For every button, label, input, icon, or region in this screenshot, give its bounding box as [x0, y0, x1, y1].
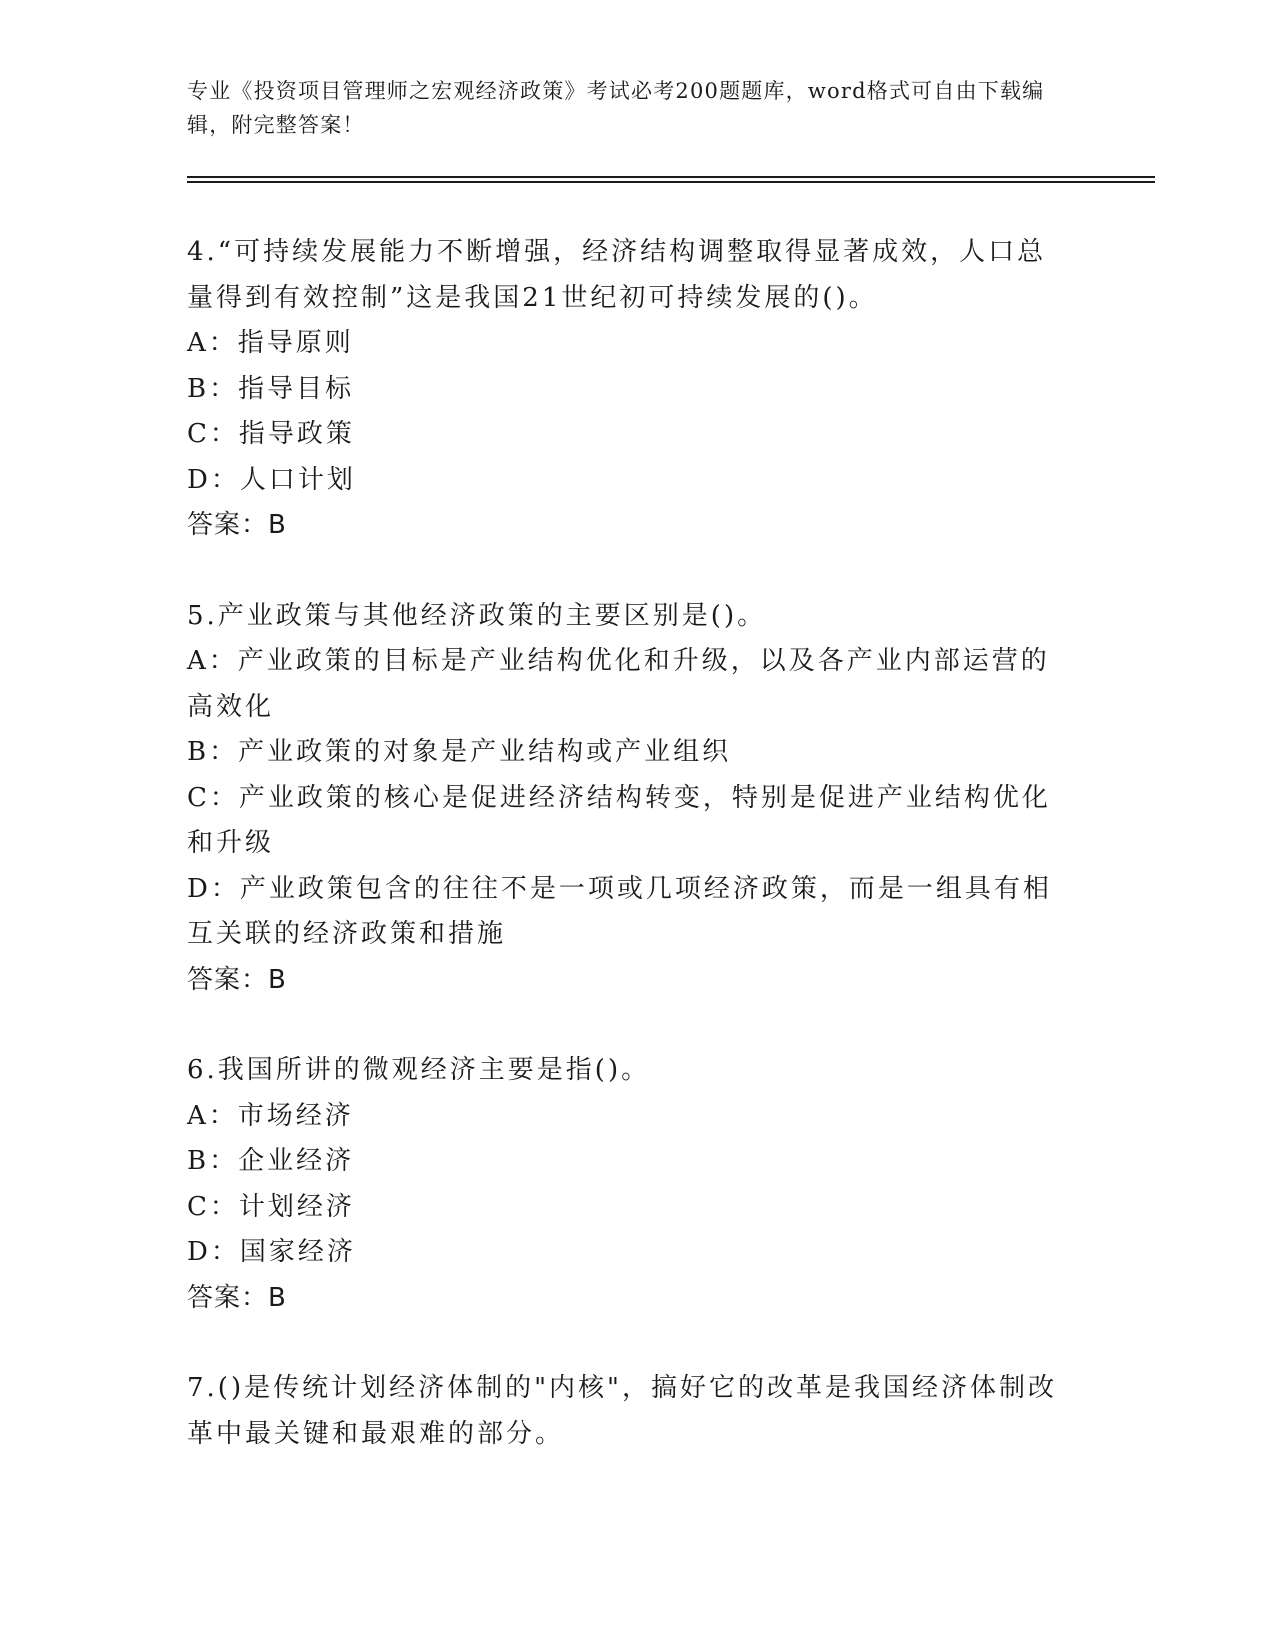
option-a: A：市场经济 — [187, 1100, 354, 1131]
option-b: B：产业政策的对象是产业结构或产业组织 — [187, 737, 732, 767]
option-c: C：指导政策 — [187, 419, 355, 449]
option-a: A：产业政策的目标是产业结构优化和升级，以及各产业内部运营的高效化 — [187, 646, 1050, 722]
divider-line-bottom — [187, 181, 1155, 183]
question-list — [187, 230, 1067, 1502]
option-d: D：产业政策包含的往往不是一项或几项经济政策，而是一组具有相互关联的经济政策和措施 — [187, 873, 1052, 949]
question-text: 4.“可持续发展能力不断增强，经济结构调整取得显著成效，人口总量得到有效控制”这是我国21世纪初可持续发展的()。 — [187, 237, 1047, 313]
answer-line: 答案：B — [187, 510, 287, 540]
option-d: D：国家经济 — [187, 1237, 356, 1267]
header-divider — [187, 176, 1155, 183]
question-text: 5.产业政策与其他经济政策的主要区别是()。 — [187, 600, 767, 631]
option-b: B：指导目标 — [187, 373, 355, 404]
option-d: D：人口计划 — [187, 464, 356, 495]
divider-line-top — [187, 176, 1155, 178]
document-header: 专业《投资项目管理师之宏观经济政策》考试必考200题题库，word格式可自由下载编辑，附完整答案！ — [187, 79, 1045, 137]
answer-line: 答案：B — [187, 1282, 287, 1313]
option-c: C：计划经济 — [187, 1191, 355, 1222]
question-5 — [187, 594, 1067, 1004]
option-a: A：指导原则 — [187, 328, 354, 358]
option-c: C：产业政策的核心是促进经济结构转变，特别是促进产业结构优化和升级 — [187, 782, 1051, 858]
option-b: B：企业经济 — [187, 1146, 355, 1176]
question-text: 6.我国所讲的微观经济主要是指()。 — [187, 1055, 651, 1085]
answer-line: 答案：B — [187, 964, 287, 995]
question-text: 7.()是传统计划经济体制的"内核"，搞好它的改革是我国经济体制改革中最关键和最艰难的部分。 — [187, 1373, 1058, 1449]
question-4 — [187, 230, 1067, 549]
question-6 — [187, 1048, 1067, 1321]
question-7 — [187, 1366, 1067, 1457]
